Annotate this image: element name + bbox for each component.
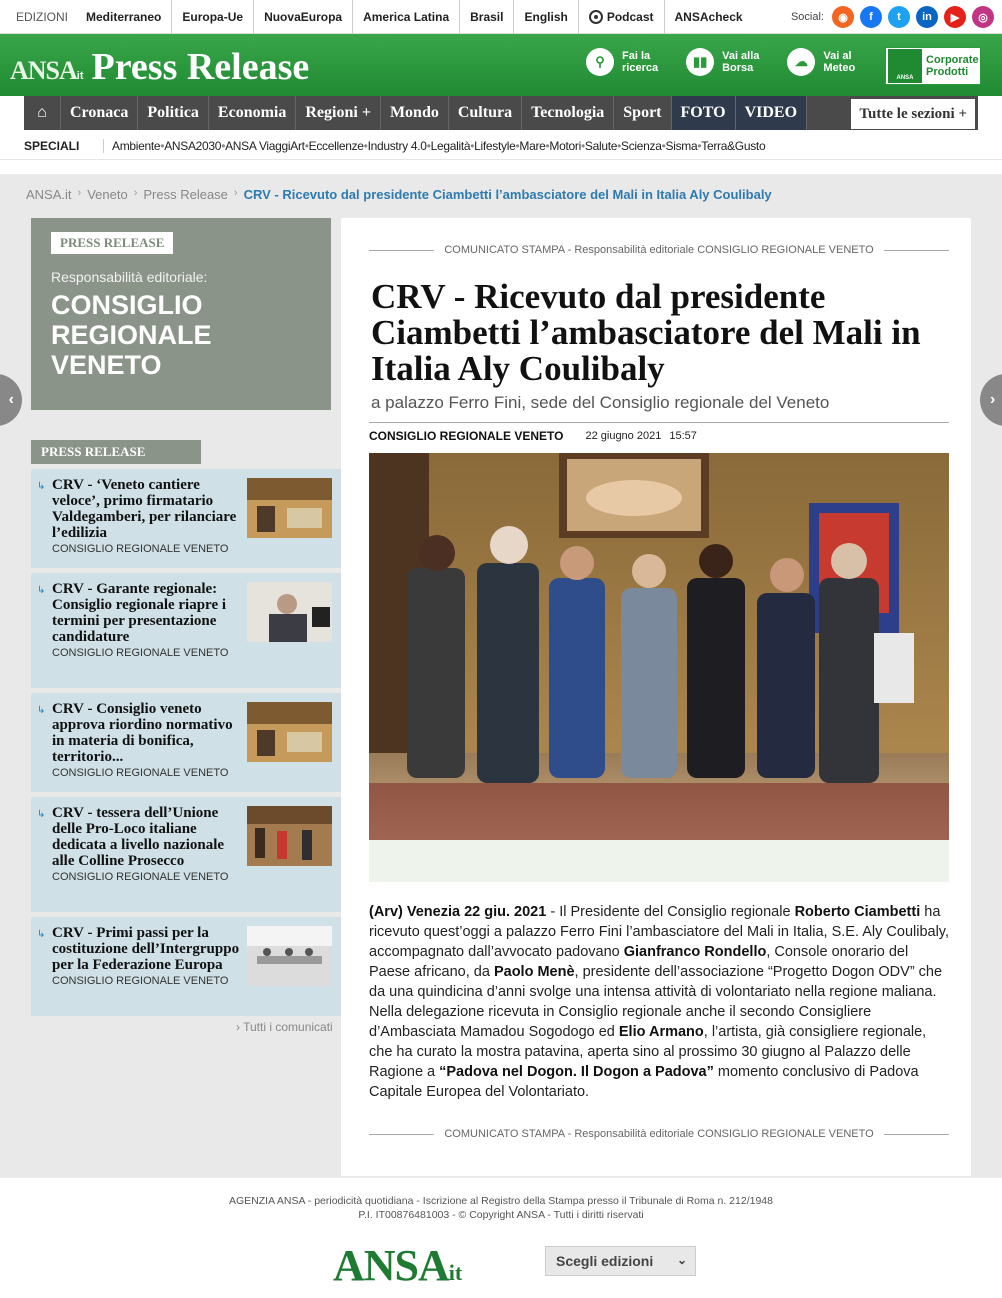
breadcrumb-veneto[interactable]: Veneto: [87, 187, 128, 202]
nav-sport[interactable]: Sport: [614, 96, 671, 130]
logo-it-text: it: [76, 70, 84, 82]
list-item[interactable]: [31, 693, 341, 792]
article-subtitle: a palazzo Ferro Fini, sede del Consiglio regionale del Veneto: [371, 393, 830, 412]
speciali-item-scienza[interactable]: Scienza: [621, 138, 662, 153]
speciali-item-ansa2030[interactable]: ANSA2030: [164, 138, 222, 153]
body-text: ha ricevuto quest’oggi a palazzo Ferro Fini l’ambasciatore del Mali in Italia, S.E. Aly Coulibaly, accompagnato dall’avvocato padovano: [369, 904, 949, 960]
edition-europa-ue[interactable]: Europa-Ue: [171, 0, 253, 34]
kicker-bottom: [369, 1128, 949, 1140]
list-item-title: CRV - Primi passi per la costituzione dell’Intergruppo per la Federazione Europa: [52, 925, 240, 973]
speciali-item-eccellenze[interactable]: Eccellenze: [308, 138, 364, 153]
ansa-badge-icon: ANSA: [888, 49, 922, 83]
body-bold-text: “Padova nel Dogon. Il Dogon a Padova”: [439, 1064, 714, 1080]
arrow-right-icon: ↳: [37, 809, 46, 820]
edition-select[interactable]: [545, 1246, 696, 1276]
edition-english[interactable]: English: [513, 0, 577, 34]
editions-bar: [0, 0, 1002, 34]
nav-economia[interactable]: Economia: [209, 96, 296, 130]
section-title: Press Release: [91, 46, 310, 88]
organization-name: CONSIGLIO REGIONALE VENETO: [51, 290, 212, 380]
ansa-logo[interactable]: [10, 48, 309, 86]
footer-logo-it: it: [448, 1260, 463, 1285]
list-item-org: CONSIGLIO REGIONALE VENETO: [52, 767, 229, 779]
list-item-title: CRV - Garante regionale: Consiglio regionale riapre i termini per presentazione candidature: [52, 581, 227, 645]
chart-icon: ▮▮: [686, 48, 714, 76]
site-footer: [0, 1178, 1002, 1298]
chevron-down-icon: ⌄: [676, 1253, 687, 1267]
list-item-org: CONSIGLIO REGIONALE VENETO: [52, 543, 229, 555]
meteo-label-1: Vai al: [823, 50, 852, 62]
press-release-list: [31, 469, 341, 1021]
speciali-item-sisma[interactable]: Sisma: [665, 138, 698, 153]
body-bold-text: (Arv) Venezia 22 giu. 2021: [369, 904, 547, 920]
youtube-icon[interactable]: ▶: [944, 6, 966, 28]
article: [341, 218, 971, 1176]
body-bold-text: Elio Armano: [618, 1024, 704, 1040]
list-item-org: CONSIGLIO REGIONALE VENETO: [52, 975, 229, 987]
list-item[interactable]: [31, 573, 341, 688]
body-text: , Console onorario del Paese africano, da: [369, 944, 909, 980]
speciali-list: Ambiente • ANSA2030 • ANSA ViaggiArt • Eccellenze • Industry 4.0 • Legalità • Lifestyle • Mare • Motori • Salute • Scienza • Sisma • Terra&Gusto: [112, 138, 766, 153]
list-item[interactable]: [31, 917, 341, 1016]
press-release-list-header: PRESS RELEASE: [31, 440, 201, 464]
arrow-right-icon: ↳: [37, 929, 46, 940]
social-label: Social:: [790, 11, 824, 23]
speciali-item-mare[interactable]: Mare: [519, 138, 546, 153]
body-text: , presidente dell’associazione “Progetto Dogon ODV” che da una quindicina d’anni svolge una intensa attività di volontariato nella regione maliana. Nella delegazione ricevuta in Consiglio regionale anche il secondo Consigliere d’Ambasciata Mamadou Sogodogo ed: [369, 964, 943, 1040]
borsa-button[interactable]: [686, 48, 759, 76]
nav-mondo[interactable]: Mondo: [381, 96, 449, 130]
list-item-org: CONSIGLIO REGIONALE VENETO: [52, 871, 229, 883]
speciali-item-legalita[interactable]: Legalità: [430, 138, 471, 153]
search-label-2: ricerca: [622, 62, 659, 74]
speciali-label: SPECIALI: [24, 139, 104, 153]
edition-america-latina[interactable]: America Latina: [352, 0, 459, 34]
thumbnail-image: [247, 702, 332, 762]
corporate-label-2: Prodotti: [926, 66, 969, 78]
article-date: 22 giugno 2021: [585, 429, 662, 442]
nav-politica[interactable]: Politica: [138, 96, 209, 130]
speciali-item-lifestyle[interactable]: Lifestyle: [474, 138, 516, 153]
speciali-item-industry[interactable]: Industry 4.0: [367, 138, 427, 153]
list-item-title: CRV - Consiglio veneto approva riordino normativo in materia di bonifica, territorio...: [52, 701, 233, 765]
body-bold-text: Gianfranco Rondello: [623, 944, 767, 960]
editions-label: EDIZIONI: [16, 9, 69, 24]
linkedin-icon[interactable]: in: [916, 6, 938, 28]
footer-ansa-logo[interactable]: [333, 1240, 462, 1291]
instagram-icon[interactable]: ◎: [972, 6, 994, 28]
list-item-title: CRV - ‘Veneto cantiere veloce’, primo firmatario Valdegamberi, per rilanciare l’edilizia: [52, 477, 237, 541]
meteo-label-2: Meteo: [823, 62, 856, 74]
list-item-org: CONSIGLIO REGIONALE VENETO: [52, 647, 229, 659]
speciali-item-terragusto[interactable]: Terra&Gusto: [701, 138, 766, 153]
borsa-label-1: Vai alla: [722, 50, 760, 62]
site-header: [0, 34, 1002, 96]
body-bold-text: Roberto Ciambetti: [794, 904, 921, 920]
nav-video[interactable]: VIDEO: [736, 96, 807, 130]
breadcrumb-current: CRV - Ricevuto dal presidente Ciambetti l’ambasciatore del Mali in Italia Aly Coulibaly: [243, 187, 772, 202]
kicker-text: COMUNICATO STAMPA - Responsabilità editoriale CONSIGLIO REGIONALE VENETO: [444, 244, 874, 256]
nav-regioni[interactable]: Regioni +: [296, 96, 381, 130]
thumbnail-image: [247, 582, 332, 642]
search-label-1: Fai la: [622, 50, 651, 62]
responsibility-label: Responsabilità editoriale:: [51, 269, 208, 285]
editorial-responsibility-box: [31, 218, 331, 410]
header-tools: [586, 48, 855, 76]
article-title: CRV - Ricevuto dal presidente Ciambetti l’ambasciatore del Mali in Italia Aly Coulibaly: [371, 277, 921, 388]
all-sections-button[interactable]: Tutte le sezioni +: [851, 99, 975, 129]
ansacheck-link[interactable]: ANSAcheck: [664, 0, 753, 34]
edition-select-value: Scegli edizioni: [556, 1253, 654, 1269]
article-org: CONSIGLIO REGIONALE VENETO: [369, 428, 564, 443]
speciali-item-ambiente[interactable]: Ambiente: [112, 138, 161, 153]
logo-ansa-text: ANSA: [10, 56, 77, 85]
rss-icon[interactable]: ◉: [832, 6, 854, 28]
podcast-icon: [589, 10, 603, 24]
list-item-title: CRV - tessera dell’Unione delle Pro-Loco italiane dedicata a livello nazionale alle Colline Prosecco: [52, 805, 225, 869]
next-arrow-icon[interactable]: ›: [980, 374, 1002, 426]
home-icon[interactable]: ⌂: [24, 96, 61, 130]
speciali-item-viaggiart[interactable]: ANSA ViaggiArt: [225, 138, 305, 153]
footer-legal-line-1: AGENZIA ANSA - periodicità quotidiana - Iscrizione al Registro della Stampa presso il Tribunale di Roma n. 212/1948: [229, 1195, 773, 1207]
article-meta: [369, 422, 949, 448]
photo-caption-bar: [369, 840, 949, 882]
speciali-item-motori[interactable]: Motori: [549, 138, 581, 153]
search-button[interactable]: [586, 48, 658, 76]
social-links: [791, 0, 994, 34]
thumbnail-image: [247, 806, 332, 866]
article-photo[interactable]: [369, 453, 949, 840]
edition-nuovaeuropa[interactable]: NuovaEuropa: [253, 0, 352, 34]
article-time: 15:57: [669, 429, 697, 442]
all-press-releases-link[interactable]: › Tutti i comunicati: [236, 1020, 333, 1034]
chevron-right-icon: ›: [133, 187, 138, 199]
podcast-label: Podcast: [606, 9, 654, 24]
all-press-releases-label: Tutti i comunicati: [243, 1020, 333, 1034]
arrow-right-icon: ↳: [37, 585, 46, 596]
body-text: - Il Presidente del Consiglio regionale: [546, 904, 795, 920]
speciali-bar: [0, 132, 1002, 160]
podcast-link[interactable]: [578, 0, 664, 34]
nav-cultura[interactable]: Cultura: [449, 96, 522, 130]
nav-tecnologia[interactable]: Tecnologia: [522, 96, 614, 130]
main-nav: [24, 96, 978, 130]
body-text: momento conclusivo di Padova Capitale Europea del Volontariato.: [369, 1064, 919, 1100]
twitter-icon[interactable]: t: [888, 6, 910, 28]
article-body: [369, 902, 951, 1102]
kicker-text: COMUNICATO STAMPA - Responsabilità editoriale CONSIGLIO REGIONALE VENETO: [444, 1128, 874, 1140]
chevron-right-icon: ›: [233, 187, 238, 199]
list-item[interactable]: [31, 797, 341, 912]
meteo-button[interactable]: [787, 48, 855, 76]
search-icon: ⚲: [586, 48, 614, 76]
speciali-item-salute[interactable]: Salute: [584, 138, 618, 153]
body-text: , l’artista, già consigliere regionale, che ha curato la mostra patavina, aperta sino al prossimo 30 giugno al Palazzo delle Ragione a: [369, 1024, 927, 1080]
facebook-icon[interactable]: f: [860, 6, 882, 28]
kicker-top: [369, 244, 949, 256]
borsa-label-2: Borsa: [722, 62, 754, 74]
edition-brasil[interactable]: Brasil: [459, 0, 513, 34]
weather-icon: ☁: [787, 48, 815, 76]
breadcrumb: [26, 187, 772, 202]
edition-mediterraneo[interactable]: Mediterraneo: [86, 9, 162, 24]
footer-legal-line-2: P.I. IT00876481003 - © Copyright ANSA - Tutti i diritti riservati: [358, 1209, 644, 1221]
nav-cronaca[interactable]: Cronaca: [61, 96, 138, 130]
press-release-tag: PRESS RELEASE: [51, 232, 173, 254]
nav-foto[interactable]: FOTO: [672, 96, 736, 130]
list-item[interactable]: [31, 469, 341, 568]
thumbnail-image: [247, 926, 332, 986]
arrow-right-icon: ↳: [37, 481, 46, 492]
arrow-right-icon: ↳: [37, 705, 46, 716]
body-bold-text: Paolo Menè: [493, 964, 575, 980]
breadcrumb-ansa[interactable]: ANSA.it: [26, 187, 72, 202]
footer-logo-text: ANSA: [333, 1241, 449, 1290]
corporate-label-1: Corporate: [926, 54, 979, 66]
previous-arrow-icon[interactable]: ‹: [0, 374, 22, 426]
breadcrumb-press-release[interactable]: Press Release: [143, 187, 228, 202]
thumbnail-image: [247, 478, 332, 538]
chevron-right-icon: ›: [77, 187, 82, 199]
corporate-button[interactable]: [885, 47, 981, 85]
